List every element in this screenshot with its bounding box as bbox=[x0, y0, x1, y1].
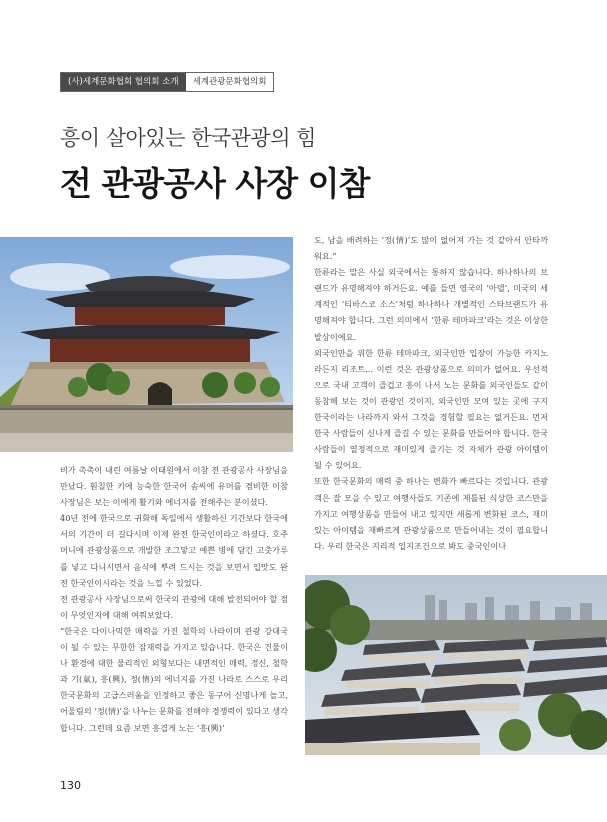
left-column bbox=[60, 462, 288, 736]
paragraph: 40년 전에 한국으로 귀화해 독일에서 생활하신 기간보다 한국에서의 기간이 더 길다시며 이제 완전 한국인이라고 하셨다. 호주머니에 관광상품으로 개발한 조그맣고 예쁜 병에 담긴 고춧가루를 넣고 다니시면서 음식에 뿌려 드시는 것을 보면서 입맛도 완전 한국인이시라는 것을 느낄 수 있었다. bbox=[60, 513, 288, 588]
paragraph: 한류라는 말은 사실 외국에서는 통하지 않습니다. 하나하나의 브랜드가 유명해져야 하거든요. 예를 들면 영국의 ‘아델’, 미국의 세계적인 ‘티바스코 소스’처럼 하나하나 개별적인 스타브랜드가 유명해져야 합니다. 그런 의미에서 ‘한류 테마파크’라는 것은 이상한 발상이에요. bbox=[314, 267, 548, 342]
paragraph: 외국인만을 위한 한류 테마파크, 외국인만 입장이 가능한 카지노라든지 리조트... 이런 것은 관광상품으로 의미가 없어요. 우선적으로 국내 고객이 즐겁고 흥이 나서 노는 문화를 외국인들도 같이 동참해 보는 것이 관광인 것이지, 외국인만 모여 있는 곳에 구지 한국이라는 나라까지 와서 그것을 경험할 필요는 없거든요. 먼저 한국 사람들이 신나게 즐길 수 있는 문화를 만들어야 합니다. 한국사람들이 열정적으로 재미있게 즐기는 것 자체가 관광 아이템이 될 수 있어요. bbox=[314, 347, 548, 471]
paragraph: 전 관광공사 사장님으로써 한국의 관광에 대해 발전되어야 할 점이 무엇인지에 대해 여쭤보았다. bbox=[60, 593, 288, 620]
paragraph: 또한 한국문화의 매력 중 하나는 변화가 빠르다는 것입니다. 관광객은 잘 모을 수 있고 여행사들도 기존에 제틀된 식상한 코스만을 가지고 여행상품을 만들어 내고 있지만 새롭게 변화된 코스, 재미있는 아이템을 재빠르게 관광상품으로 만들어내는 것이 필요합니다. 우리 한국은 지리적 입지조건으로 봐도 중국인이나 bbox=[314, 476, 548, 551]
paragraph: 도, 남을 배려하는 ‘정(情)’도 많이 없어져 가는 것 같아서 안타까워요.” bbox=[314, 235, 548, 262]
article-subtitle: 흥이 살아있는 한국관광의 힘 bbox=[60, 126, 316, 150]
right-column bbox=[314, 232, 548, 554]
paragraph: “한국은 다이나믹한 매력을 가진 철학의 나라이며 관광 강대국이 될 수 있는 무한한 잠재력을 가지고 있습니다. 한국은 건물이나 환경에 대한 물리적인 외형보다는 내면적인 매력, 정신, 철학과 기(氣), 흥(興), 정(情)의 에너지를 가진 나라로 스스로 우리 한국문화의 고급스러움을 인정하고 좋은 동구어 신명나게 놀고, 어울림의 ‘정(情)’을 나누는 문화를 전해야 경쟁력이 있다고 생각합니다. 그런데 요즘 보면 흥겹게 노는 ‘흥(興)’ bbox=[60, 625, 288, 733]
section-tag-org: 세계관광문화협의회 bbox=[186, 73, 274, 91]
paragraph: 비가 촉촉이 내린 여름날 이태원에서 이참 전 관광공사 사장님을 만났다. 훤칠한 키에 능숙한 한국어 솜씨에 유머를 겸비한 이참 사장님은 보는 이에게 활기와 에너지를 전해주는 분이셨다. bbox=[60, 465, 288, 508]
section-tag-label: (사)세계문화협회 협의회 소개 bbox=[61, 73, 186, 91]
hanok-village-photo bbox=[305, 575, 607, 755]
section-tag bbox=[60, 72, 274, 92]
fortress-gate-photo bbox=[0, 237, 293, 452]
article-title: 전 관광공사 사장 이참 bbox=[60, 164, 370, 203]
page-number: 130 bbox=[60, 779, 81, 792]
